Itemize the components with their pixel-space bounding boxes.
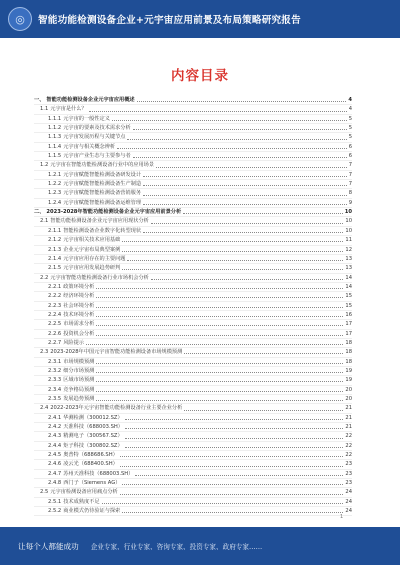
toc-entry-number: 2.5.2 — [48, 508, 62, 515]
toc-entry-title: 企业元宇宙布局典型案例 — [63, 246, 121, 253]
toc-leader-dots — [125, 418, 344, 420]
toc-entry-page: 14 — [345, 274, 352, 281]
toc-entry-page: 24 — [345, 508, 352, 515]
toc-entry-title: 元宇宙应用发展趋势研判 — [63, 265, 121, 272]
toc-entry-number: 1.2.1 — [48, 171, 62, 178]
toc-entry[interactable] — [34, 386, 352, 395]
toc-entry-page: 19 — [345, 367, 352, 374]
page-number: 1 — [340, 514, 344, 520]
report-title: 智能功能检测设备企业+元宇宙应用前景及布局策略研究报告 — [38, 15, 301, 26]
toc-leader-dots — [120, 493, 344, 495]
toc-entry-title: 元宇宙产业生态与主要参与者 — [63, 153, 131, 160]
toc-entry-page: 24 — [345, 498, 352, 505]
toc-entry-title: 元宇宙应用存在的主要问题 — [63, 255, 126, 262]
toc-entry-title: 奥普特（688686.SH） — [63, 452, 118, 459]
toc-entry-page: 16 — [345, 311, 352, 318]
toc-entry-title: 2022-2023年元宇宙智能功能检测设备行业主要企业分析 — [50, 405, 183, 412]
toc-entry-number: 2.1 — [40, 218, 49, 225]
toc-entry[interactable] — [34, 236, 352, 245]
toc-entry-number: 1.2 — [40, 162, 49, 169]
toc-entry-page: 15 — [345, 293, 352, 300]
toc-entry[interactable] — [34, 507, 352, 516]
toc-entry-number: 2.4.4 — [48, 442, 62, 449]
toc-entry-number: 2.4.7 — [48, 470, 62, 477]
toc-entry-title: 华测检测（300012.SZ） — [63, 414, 123, 421]
toc-entry-title: 凌云光（688400.SH） — [63, 461, 118, 468]
toc-entry[interactable] — [34, 460, 352, 469]
toc-entry[interactable] — [34, 180, 352, 189]
toc-leader-dots — [125, 437, 344, 439]
toc-entry-page: 19 — [345, 377, 352, 384]
toc-leader-dots — [151, 222, 344, 224]
toc-entry-page: 7 — [348, 162, 352, 169]
toc-entry-number: 2.4 — [40, 405, 49, 412]
toc-entry-number: 2.2.5 — [48, 321, 62, 328]
toc-leader-dots — [122, 511, 343, 513]
toc-entry-title: 商业模式仍待验证与探索 — [63, 508, 121, 515]
toc-entry-title: 发展趋势预测 — [63, 396, 95, 402]
toc-entry-page: 24 — [345, 489, 352, 496]
toc-entry-number: 2.4.6 — [48, 461, 62, 468]
toc-entry-title: 元宇宙是什么？ — [50, 106, 87, 113]
toc-entry[interactable] — [34, 292, 352, 301]
footer-slogan: 让每个人都能成功 — [18, 541, 79, 551]
toc-entry-page: 23 — [345, 480, 352, 487]
toc-leader-dots — [96, 390, 343, 392]
toc-entry-page: 22 — [345, 433, 352, 440]
toc-entry-number: 2.1.4 — [48, 255, 62, 262]
toc-entry-number: 2.1.3 — [48, 246, 62, 253]
toc-entry-page: 10 — [345, 227, 352, 234]
toc-entry-title: 经济环境分析 — [63, 293, 95, 300]
toc-entry-title: 智能检测设备企业数字化转型现状 — [63, 227, 142, 234]
toc-leader-dots — [86, 343, 343, 345]
toc-leader-dots — [156, 166, 347, 168]
toc-entry-page: 17 — [345, 330, 352, 337]
toc-entry-number: 2.2.4 — [48, 311, 62, 318]
toc-entry-number: 2.2.7 — [48, 339, 62, 346]
toc-entry-number: 1.1.4 — [48, 143, 62, 150]
toc-entry[interactable] — [34, 376, 352, 385]
toc-entry-page: 10 — [344, 209, 352, 216]
toc-entry-title: 元宇宙赋能智能检测设备运维管理 — [63, 199, 142, 206]
toc-entry[interactable] — [34, 105, 352, 114]
toc-entry[interactable] — [34, 143, 352, 152]
toc-entry-title: 元宇宙在智能功能检测设备行业中的应用场景 — [50, 162, 155, 169]
toc-entry[interactable] — [34, 189, 352, 198]
toc-entry-number: 2.3.4 — [48, 386, 62, 393]
toc-entry[interactable] — [34, 124, 352, 133]
toc-entry-number: 2.4.3 — [48, 433, 62, 440]
toc-entry-number: 2.3.3 — [48, 377, 62, 384]
toc-entry-title: 元宇宙发展历程与关键节点 — [63, 134, 126, 141]
toc-entry-page: 7 — [348, 181, 352, 188]
toc-entry-number: 1.2.2 — [48, 181, 62, 188]
toc-entry[interactable] — [34, 330, 352, 339]
toc-entry-number: 1.1.1 — [48, 115, 62, 122]
toc-entry[interactable] — [34, 498, 352, 507]
toc-entry-page: 11 — [345, 237, 352, 244]
toc-entry-title: 投资机会分析 — [63, 330, 95, 337]
toc-heading: 内容目录 — [171, 68, 229, 84]
toc-entry[interactable] — [34, 217, 352, 226]
toc-entry-number: 2.1.5 — [48, 265, 62, 272]
toc-entry-number: 1.1 — [40, 106, 49, 113]
toc-entry-title: 竞争格局预测 — [63, 386, 95, 393]
toc-entry-number: 1.2.4 — [48, 199, 62, 206]
toc-entry-page: 6 — [348, 153, 352, 160]
toc-entry[interactable] — [34, 283, 352, 292]
toc-entry-number: 2.2.6 — [48, 330, 62, 337]
toc-entry-page: 10 — [345, 218, 352, 225]
toc-entry-page: 12 — [345, 246, 352, 253]
toc-entry-page: 5 — [348, 125, 352, 132]
toc-entry-title: 细分市场预测 — [63, 367, 95, 374]
toc-leader-dots — [120, 465, 344, 467]
toc-entry-number: 2.2 — [40, 274, 49, 281]
toc-entry-title: 市场规模预测 — [63, 358, 95, 365]
toc-list — [34, 96, 352, 516]
toc-entry[interactable] — [34, 152, 352, 161]
toc-entry[interactable] — [34, 302, 352, 311]
top-banner — [0, 0, 400, 38]
toc-entry[interactable] — [34, 320, 352, 329]
toc-entry[interactable] — [34, 274, 352, 283]
toc-leader-dots — [122, 250, 343, 252]
toc-leader-dots — [122, 483, 343, 485]
toc-entry[interactable] — [34, 451, 352, 460]
toc-leader-dots — [120, 455, 344, 457]
toc-leader-dots — [125, 427, 343, 429]
toc-leader-dots — [96, 287, 343, 289]
toc-entry[interactable] — [34, 442, 352, 451]
toc-entry-page: 13 — [345, 265, 352, 272]
toc-entry-title: 天准科技（688003.SH） — [63, 424, 123, 431]
toc-entry-number: 2.4.8 — [48, 480, 62, 487]
toc-entry[interactable] — [34, 246, 352, 255]
toc-entry[interactable] — [34, 264, 352, 273]
toc-entry-title: 元宇宙赋能智能检测设备生产制造 — [63, 181, 142, 188]
toc-entry[interactable] — [34, 470, 352, 479]
toc-entry[interactable] — [34, 171, 352, 180]
toc-entry-page: 5 — [348, 115, 352, 122]
toc-entry-number: 2.3.2 — [48, 367, 62, 374]
toc-entry[interactable] — [34, 414, 352, 423]
toc-entry[interactable] — [34, 432, 352, 441]
toc-entry-page: 7 — [348, 171, 352, 178]
toc-entry-page: 20 — [345, 386, 352, 393]
toc-entry[interactable] — [34, 199, 352, 208]
toc-entry-title: 社会环境分析 — [63, 302, 95, 309]
toc-entry-number: 一、 — [34, 97, 45, 103]
toc-entry-number: 2.3 — [40, 349, 49, 356]
toc-leader-dots — [125, 446, 344, 448]
toc-entry-page: 14 — [345, 283, 352, 290]
toc-leader-dots — [96, 380, 343, 382]
toc-leader-dots — [96, 362, 343, 364]
toc-entry[interactable] — [34, 161, 352, 170]
toc-leader-dots — [112, 119, 347, 121]
toc-entry-number: 2.2.1 — [48, 283, 62, 290]
toc-entry-title: 元宇宙赋能智能检测设备营销服务 — [63, 190, 142, 197]
toc-entry-title: 智能功能检测设备企业元宇宙应用概述 — [46, 97, 135, 103]
toc-entry-page: 17 — [345, 321, 352, 328]
toc-entry-page: 21 — [345, 414, 352, 421]
toc-entry-title: 元宇宙检测设备应用痛点分析 — [50, 489, 118, 496]
toc-entry[interactable] — [34, 311, 352, 320]
toc-leader-dots — [184, 409, 343, 411]
toc-entry-number: 1.1.3 — [48, 134, 62, 141]
footer-partners: 企业专家、行业专家、咨询专家、投资专家、政府专家…… — [90, 543, 263, 551]
toc-entry-title: 风险提示 — [63, 339, 84, 346]
toc-entry-page: 22 — [345, 442, 352, 449]
toc-entry-title: 智能功能检测设备企业元宇宙应用现状分析 — [50, 218, 149, 225]
toc-leader-dots — [143, 203, 347, 205]
toc-entry-title: 矩子科技（300802.SZ） — [63, 442, 123, 449]
toc-entry-title: 2023-2028年智能功能检测设备企业元宇宙应用前景分析 — [46, 209, 182, 216]
toc-entry-page: 20 — [345, 396, 352, 402]
toc-entry[interactable] — [34, 348, 352, 357]
toc-leader-dots — [122, 268, 343, 270]
toc-leader-dots — [96, 399, 343, 401]
toc-entry-number: 2.3.5 — [48, 396, 62, 402]
toc-entry-title: 苏州天准科技（688003.SH） — [63, 470, 134, 477]
toc-entry[interactable] — [34, 227, 352, 236]
toc-entry-page: 5 — [348, 134, 352, 141]
report-logo-icon: ◎ — [8, 7, 32, 31]
toc-entry-title: 西门子（Siemens AG） — [63, 480, 121, 487]
toc-entry-title: 技术成熟度不足 — [63, 498, 100, 505]
toc-entry-number: 2.5 — [40, 489, 49, 496]
toc-entry-page: 8 — [348, 190, 352, 197]
toc-entry[interactable] — [34, 96, 352, 105]
toc-entry[interactable] — [34, 255, 352, 264]
toc-entry[interactable] — [34, 339, 352, 348]
toc-entry-title: 市场需求分析 — [63, 321, 95, 328]
toc-entry-page: 4 — [348, 97, 352, 103]
toc-entry-number: 2.2.3 — [48, 302, 62, 309]
toc-entry-title: 政策环境分析 — [63, 283, 95, 290]
toc-entry-number: 2.4.2 — [48, 424, 62, 431]
toc-entry-page: 21 — [345, 405, 352, 412]
toc-leader-dots — [143, 231, 343, 233]
toc-leader-dots — [102, 502, 344, 504]
toc-leader-dots — [96, 296, 343, 298]
toc-entry-title: 区域市场预测 — [63, 377, 95, 384]
toc-entry-title: 元宇宙相关技术应用基础 — [63, 237, 121, 244]
toc-entry-title: 2023-2028年中国元宇宙智能功能检测设备市场规模预测 — [50, 349, 183, 356]
toc-entry-page: 18 — [345, 339, 352, 346]
toc-entry-page: 6 — [348, 143, 352, 150]
toc-entry-title: 元宇宙赋能智能检测设备研发设计 — [63, 171, 142, 178]
toc-entry-title: 元宇宙的要素及技术需求分析 — [63, 125, 131, 132]
toc-entry[interactable] — [34, 488, 352, 497]
toc-leader-dots — [143, 175, 347, 177]
toc-leader-dots — [96, 324, 343, 326]
toc-entry-number: 1.1.2 — [48, 125, 62, 132]
toc-leader-dots — [143, 194, 347, 196]
toc-entry-number: 1.1.5 — [48, 153, 62, 160]
toc-entry-number: 2.4.5 — [48, 452, 62, 459]
toc-leader-dots — [96, 334, 343, 336]
toc-leader-dots — [184, 352, 343, 354]
toc-entry-number: 2.2.2 — [48, 293, 62, 300]
toc-leader-dots — [137, 100, 347, 102]
toc-entry-title: 技术环境分析 — [63, 311, 95, 318]
toc-entry[interactable] — [34, 133, 352, 142]
toc-entry[interactable] — [34, 358, 352, 367]
toc-entry-page: 22 — [345, 452, 352, 459]
toc-entry-number: 2.3.1 — [48, 358, 62, 365]
toc-entry-page: 15 — [345, 302, 352, 309]
toc-leader-dots — [143, 184, 347, 186]
toc-entry[interactable] — [34, 423, 352, 432]
toc-entry-number: 2.4.1 — [48, 414, 62, 421]
toc-leader-dots — [133, 156, 347, 158]
toc-entry-title: 元宇宙智能功能检测设备行业市场机会分析 — [50, 274, 149, 281]
toc-entry-title: 精测电子（300567.SZ） — [63, 433, 123, 440]
toc-leader-dots — [127, 138, 346, 140]
toc-leader-dots — [151, 278, 344, 280]
toc-leader-dots — [96, 315, 343, 317]
toc-entry[interactable] — [34, 367, 352, 376]
toc-entry[interactable] — [34, 395, 352, 404]
toc-leader-dots — [96, 306, 343, 308]
toc-leader-dots — [135, 474, 343, 476]
toc-entry-title: 元宇宙与相关概念辨析 — [63, 143, 116, 150]
toc-entry-number: 2.5.1 — [48, 498, 62, 505]
toc-entry-number: 2.1.2 — [48, 237, 62, 244]
toc-leader-dots — [117, 147, 347, 149]
toc-entry-page: 18 — [345, 349, 352, 356]
toc-leader-dots — [89, 110, 347, 112]
toc-leader-dots — [122, 240, 343, 242]
toc-leader-dots — [96, 371, 343, 373]
toc-entry-page: 13 — [345, 255, 352, 262]
toc-entry-page: 18 — [345, 358, 352, 365]
toc-leader-dots — [183, 212, 343, 214]
toc-leader-dots — [133, 128, 347, 130]
toc-entry-page: 23 — [345, 470, 352, 477]
toc-entry-number: 1.2.3 — [48, 190, 62, 197]
toc-entry[interactable] — [34, 404, 352, 413]
toc-entry-page: 4 — [348, 106, 352, 113]
toc-entry[interactable] — [34, 479, 352, 488]
toc-entry-page: 23 — [345, 461, 352, 468]
toc-entry-page: 21 — [345, 424, 352, 431]
toc-entry-number: 2.1.1 — [48, 227, 62, 234]
toc-entry[interactable] — [34, 208, 352, 217]
toc-entry-title: 元宇宙的一般性定义 — [63, 115, 110, 122]
toc-leader-dots — [127, 259, 343, 261]
toc-entry-page: 9 — [348, 199, 352, 206]
toc-entry-number: 二、 — [34, 209, 45, 216]
bottom-banner — [0, 527, 400, 565]
toc-entry[interactable] — [34, 115, 352, 124]
